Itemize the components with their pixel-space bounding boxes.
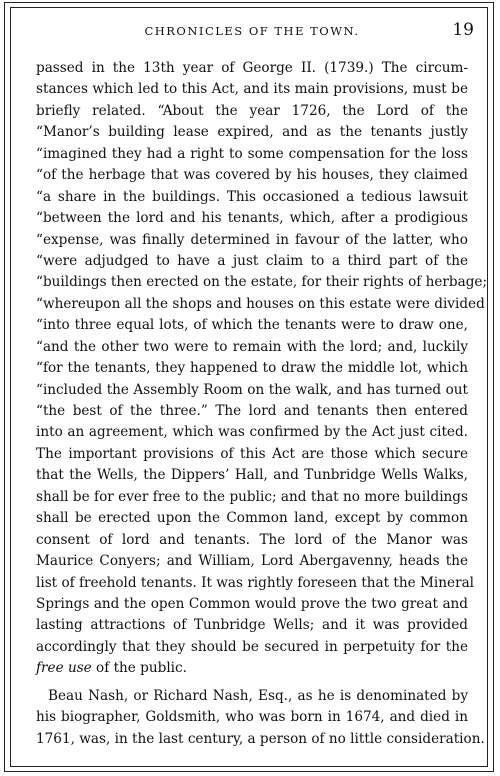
running-title: CHRONICLES OF THE TOWN. (144, 24, 360, 38)
text-line: The important provisions of this Act are those which secure (36, 445, 468, 462)
text-line: Maurice Conyers; and William, Lord Abergavenny, heads the (36, 553, 468, 570)
text-line: list of freehold tenants. It was rightly foreseen that the Mineral (36, 574, 475, 591)
text-line: passed in the 13th year of George II. (1739.) The circum- (36, 60, 468, 76)
page-number: 19 (452, 20, 474, 40)
text-line: “into three equal lots, of which the tenants were to draw one, (36, 317, 468, 334)
text-line: Springs and the open Common would prove the two great and (36, 595, 468, 612)
text-line: into an agreement, which was confirmed by the Act just cited. (36, 424, 468, 441)
paragraph (36, 58, 488, 680)
text-line: shall be erected upon the Common land, except by common (36, 510, 468, 527)
text-line: “a share in the buildings. This occasioned a tedious lawsuit (36, 188, 468, 205)
body-text (36, 58, 488, 750)
text-line: “of the herbage that was covered by his houses, they claimed (36, 167, 468, 184)
text-line: consent of lord and tenants. The lord of the Manor was (36, 531, 468, 548)
paragraph (36, 686, 485, 750)
text-line (36, 658, 468, 679)
text-line: “for the tenants, they happened to draw the middle lot, which (36, 360, 468, 377)
text-line: stances which led to this Act, and its main provisions, must be (36, 81, 468, 98)
text-fragment: of the public. (91, 660, 187, 677)
text-line: 1761, was, in the last century, a person of no little consideration. (36, 730, 485, 747)
text-line: accordingly that they should be secured in perpetuity for the (36, 638, 468, 655)
text-line: his biographer, Goldsmith, who was born in 1674, and died in (36, 709, 468, 726)
text-line: “were adjudged to have a just claim to a third part of the (36, 252, 468, 269)
text-line: “the best of the three.” The lord and tenants then entered (36, 403, 468, 419)
text-line: “imagined they had a right to some compensation for the loss (36, 145, 468, 162)
text-line: “buildings then erected on the estate, for their rights of herbage; (36, 274, 488, 291)
page-header (22, 20, 482, 44)
text-line: “whereupon all the shops and houses on this estate were divided (36, 295, 485, 312)
text-line: lasting attractions of Tunbridge Wells; and it was provided (36, 617, 468, 634)
text-line: that the Wells, the Dippers’ Hall, and Tunbridge Wells Walks, (36, 467, 468, 484)
text-line: “between the lord and his tenants, which, after a prodigious (36, 210, 468, 227)
text-line: briefly related. “About the year 1726, the Lord of the (36, 102, 468, 119)
text-line: “included the Assembly Room on the walk, and has turned out (36, 381, 468, 398)
text-line: “Manor’s building lease expired, and as the tenants justly (36, 124, 468, 141)
text-line: “expense, was finally determined in favour of the latter, who (36, 231, 468, 248)
italic-phrase: free use (36, 660, 92, 677)
text-line: shall be for ever free to the public; and that no more buildings (36, 488, 468, 505)
text-line: Beau Nash, or Richard Nash, Esq., as he is denominated by (48, 687, 468, 704)
text-line: “and the other two were to remain with the lord; and, luckily (36, 338, 468, 355)
